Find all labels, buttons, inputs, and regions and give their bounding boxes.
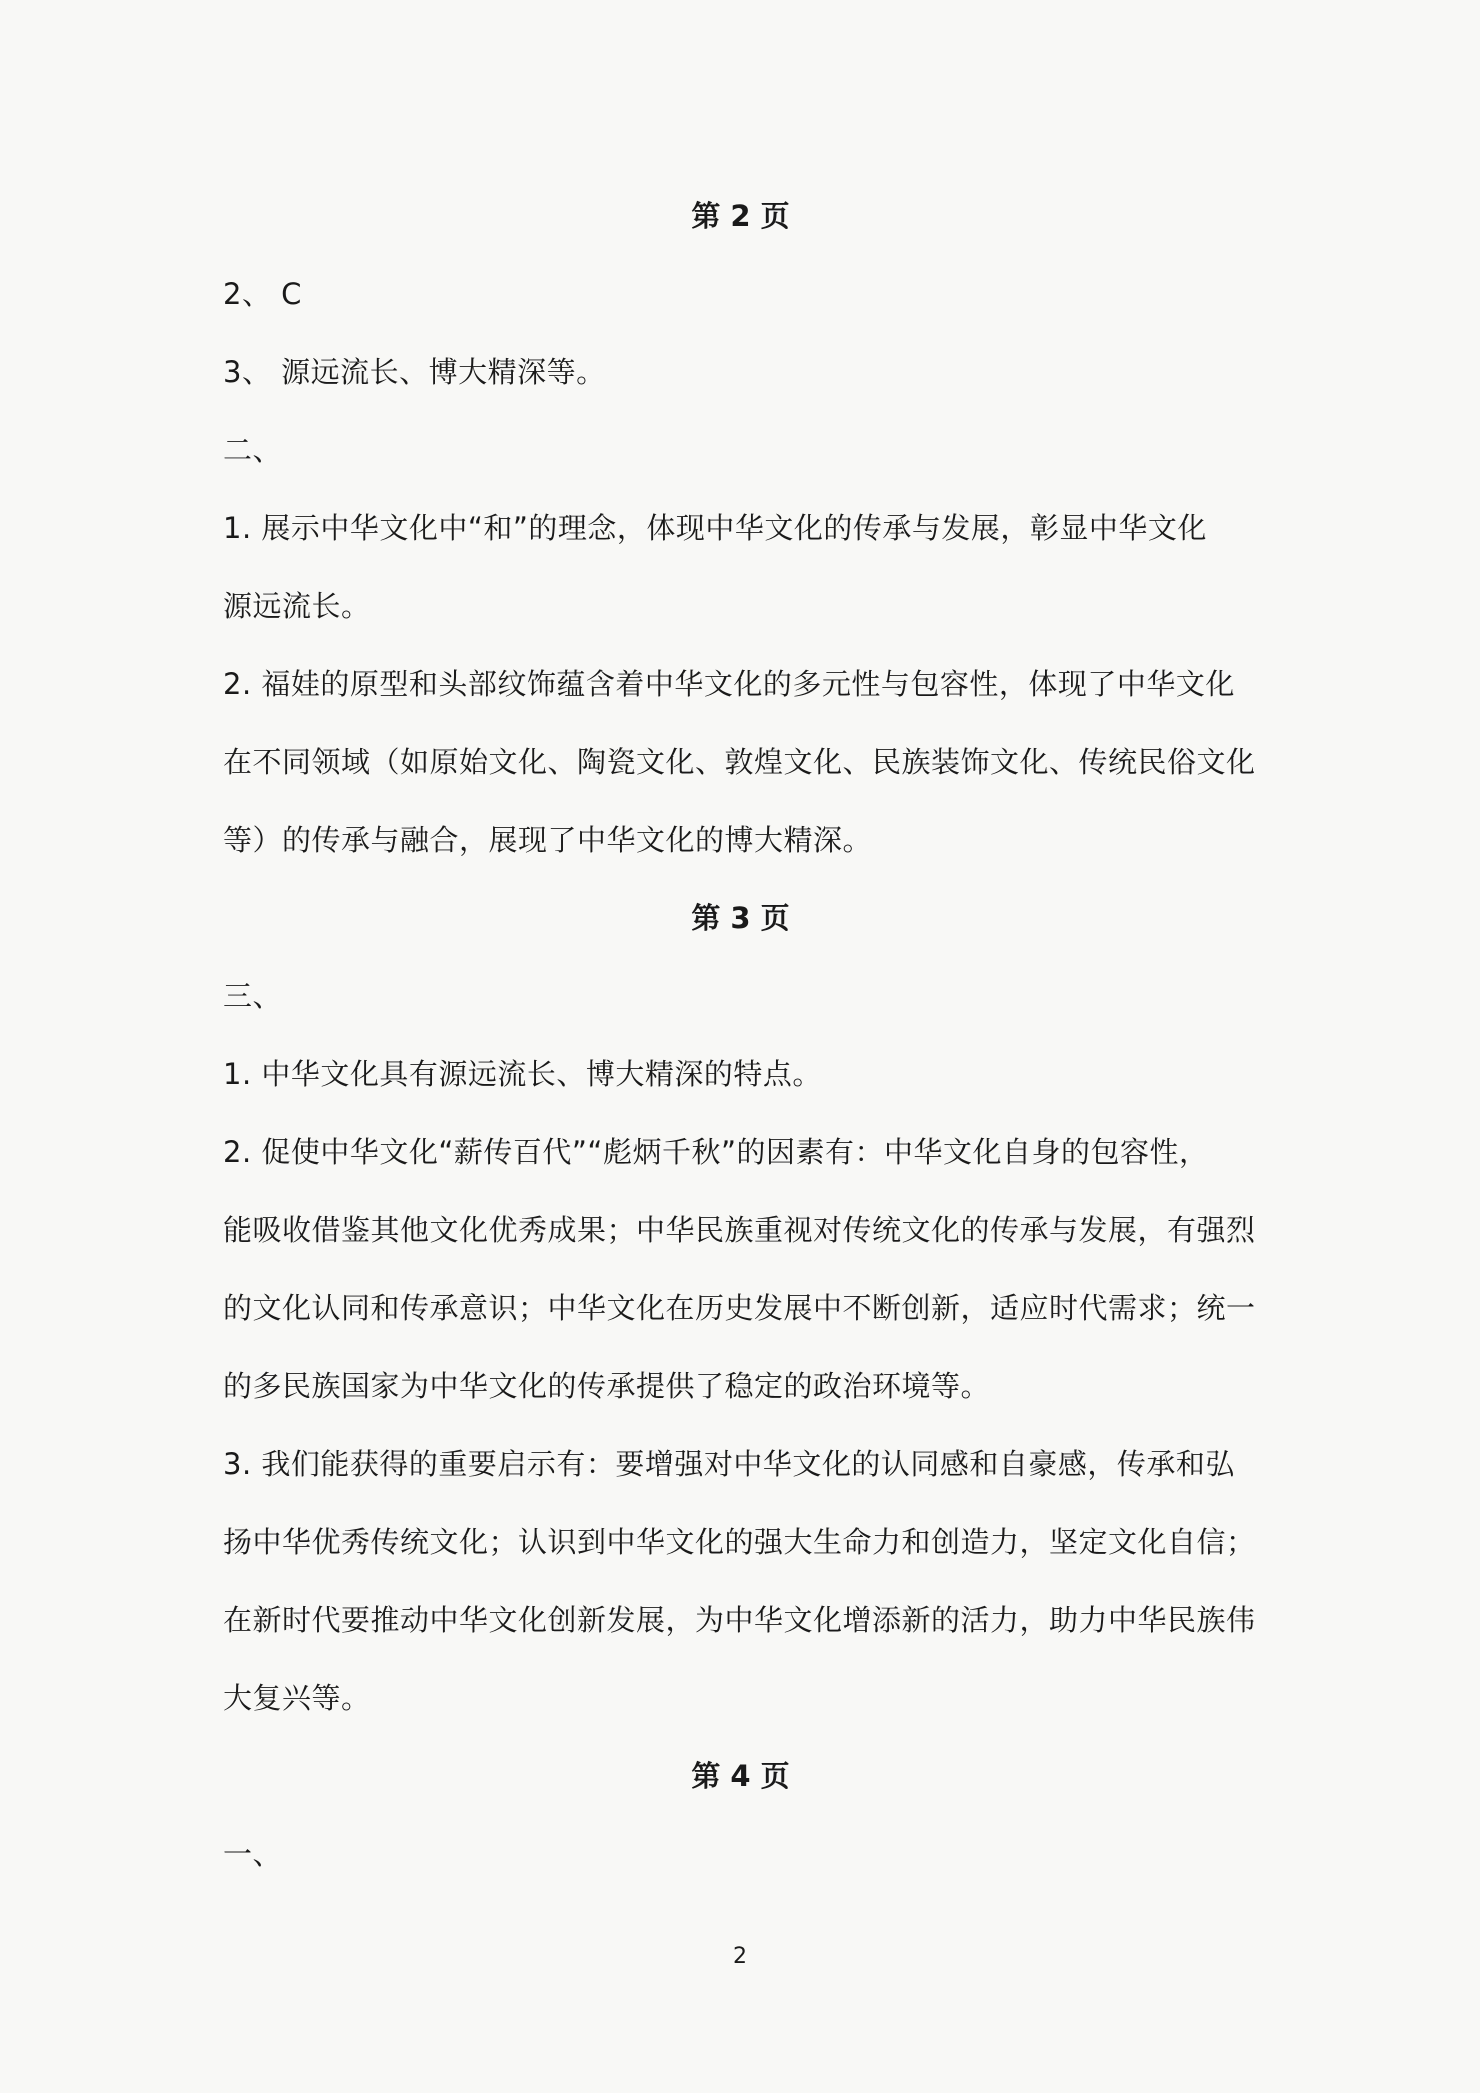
answer-line: 源远流长。: [223, 589, 371, 623]
answer-line: 3、 源远流长、博大精深等。: [223, 355, 606, 389]
answer-line: 1. 展示中华文化中“和”的理念，体现中华文化的传承与发展，彰显中华文化: [223, 511, 1207, 545]
answer-line: 在不同领域（如原始文化、陶瓷文化、敦煌文化、民族装饰文化、传统民俗文化: [223, 745, 1256, 779]
section-heading-page-3: 第 3 页: [691, 901, 790, 935]
answer-line: 2. 促使中华文化“薪传百代”“彪炳千秋”的因素有：中华文化自身的包容性，: [223, 1135, 1209, 1169]
section-heading-page-4: 第 4 页: [691, 1759, 790, 1793]
answer-line: 大复兴等。: [223, 1681, 371, 1715]
answer-line: 扬中华优秀传统文化；认识到中华文化的强大生命力和创造力，坚定文化自信；: [223, 1525, 1256, 1559]
answer-line: 3. 我们能获得的重要启示有：要增强对中华文化的认同感和自豪感，传承和弘: [223, 1447, 1235, 1481]
page-number: 2: [733, 1944, 747, 1969]
answer-line: 能吸收借鉴其他文化优秀成果；中华民族重视对传统文化的传承与发展，有强烈: [223, 1213, 1256, 1247]
answer-line: 的多民族国家为中华文化的传承提供了稳定的政治环境等。: [223, 1369, 991, 1403]
section-heading-page-2: 第 2 页: [691, 199, 790, 233]
document-body: [223, 186, 1258, 1902]
answer-line: 的文化认同和传承意识；中华文化在历史发展中不断创新，适应时代需求；统一: [223, 1291, 1256, 1325]
answer-line: 在新时代要推动中华文化创新发展，为中华文化增添新的活力，助力中华民族伟: [223, 1603, 1256, 1637]
part-marker: 二、: [223, 433, 283, 467]
answer-line: 等）的传承与融合，展现了中华文化的博大精深。: [223, 823, 873, 857]
part-marker: 三、: [223, 979, 283, 1013]
answer-line: 1. 中华文化具有源远流长、博大精深的特点。: [223, 1057, 822, 1091]
answer-line: 2、 C: [223, 277, 302, 311]
answer-line: 2. 福娃的原型和头部纹饰蕴含着中华文化的多元性与包容性，体现了中华文化: [223, 667, 1235, 701]
part-marker: 一、: [223, 1837, 283, 1871]
